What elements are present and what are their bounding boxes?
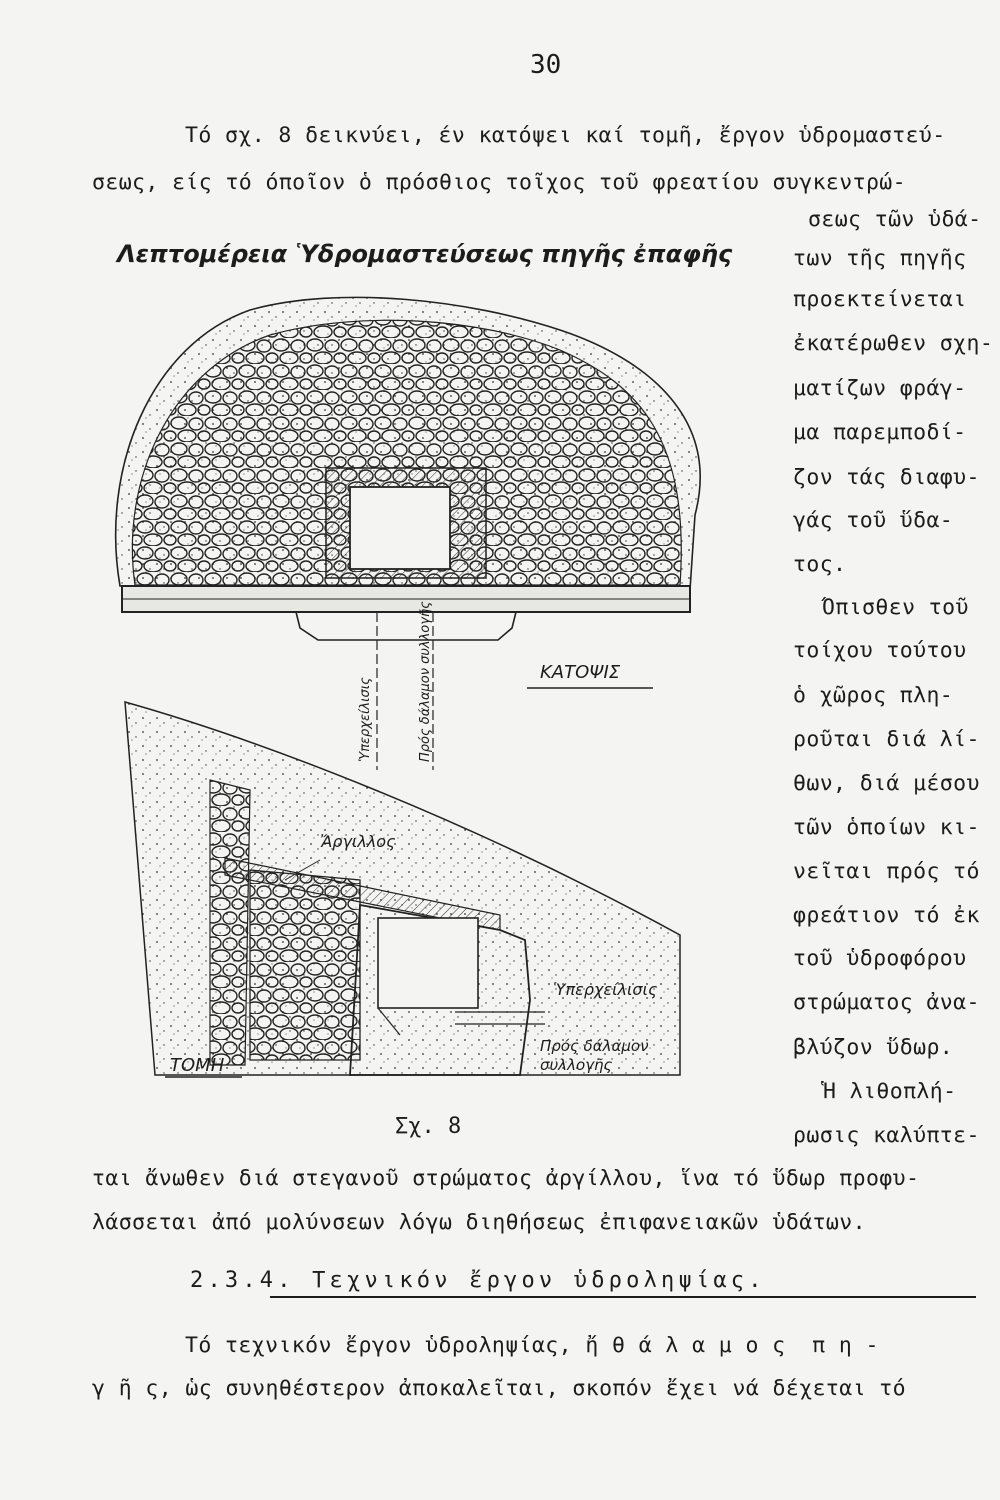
body-line: ται ἄνωθεν διά στεγανοῦ στρώματος ἀργίλλου, ἵνα τό ὕδωρ προφυ- xyxy=(92,1166,920,1191)
section-view xyxy=(125,702,680,1077)
body-line: στρώματος ἀνα- xyxy=(793,990,980,1015)
body-line: τος. xyxy=(793,552,847,577)
overflow-label-plan: Ὑπερχείλισις xyxy=(358,677,373,762)
body-line: Τό τεχνικόν ἔργον ὑδροληψίας, ἤ θ ά λ α μ ο ς π η - xyxy=(185,1333,879,1358)
body-line: γάς τοῦ ὕδα- xyxy=(793,508,954,533)
body-line: φρεάτιον τό ἐκ xyxy=(793,903,980,928)
body-line: ἐκατέρωθεν σχη- xyxy=(793,331,994,356)
body-line: τῶν ὁποίων κι- xyxy=(793,815,980,840)
figure-title: Λεπτομέρεια Ὑδρομαστεύσεως πηγῆς ἐπαφῆς xyxy=(117,240,733,268)
body-line: σεως τῶν ὑδά- xyxy=(808,207,982,232)
collection-label-section: Πρός δάλαμον συλλογῆς xyxy=(540,1037,649,1074)
section-label: ΤΟΜΗ xyxy=(170,1055,225,1076)
collection-label-plan: Πρός δάλαμον συλλογῆς xyxy=(418,601,433,762)
plan-view xyxy=(116,297,700,770)
body-line: σεως, είς τό όποῖον ὁ πρόσθιος τοῖχος τοῦ φρεατίου συγκεντρώ- xyxy=(92,170,906,195)
section-heading: 2.3.4. Τεχνικόν ἔργον ὑδροληψίας. xyxy=(190,1268,766,1293)
plan-label: ΚΑΤΟΨΙΣ xyxy=(540,662,621,683)
body-line: βλύζον ὕδωρ. xyxy=(793,1035,954,1060)
body-line: ρωσις καλύπτε- xyxy=(793,1123,980,1148)
body-line: Ἡ λιθοπλή- xyxy=(823,1079,957,1104)
body-line: Τό σχ. 8 δεικνύει, έν κατόψει καί τομῆ, ἔργον ὑδρομαστεύ- xyxy=(185,123,946,148)
section-heading-underline xyxy=(270,1296,976,1298)
body-line: των τῆς πηγῆς xyxy=(793,246,967,271)
body-line: γ ῆ ς, ὡς συνηθέστερον ἀποκαλεῖται, σκοπόν ἔχει νά δέχεται τό xyxy=(92,1376,906,1401)
body-line: προεκτείνεται xyxy=(793,287,967,312)
body-line: θων, διά μέσου xyxy=(793,771,980,796)
body-line: λάσσεται ἀπό μολύνσεων λόγω διηθήσεως ἐπιφανειακῶν ὑδάτων. xyxy=(92,1210,866,1235)
clay-label: Ἄργιλλος xyxy=(320,832,396,851)
body-line: νεῖται πρός τό xyxy=(793,859,980,884)
body-line: ροῦται διά λί- xyxy=(793,727,980,752)
figure-caption: Σχ. 8 xyxy=(395,1114,462,1139)
body-line: ζον τάς διαφυ- xyxy=(793,465,980,490)
body-line: ὁ χῶρος πλη- xyxy=(793,683,954,708)
body-line: ματίζων φράγ- xyxy=(793,376,967,401)
body-line: Όπισθεν τοῦ xyxy=(822,595,969,620)
body-line: μα παρεμποδί- xyxy=(793,420,967,445)
page-number: 30 xyxy=(530,50,562,80)
overflow-label-section: Ὑπερχείλισις xyxy=(553,980,658,999)
body-line: τοῦ ὑδροφόρου xyxy=(793,946,967,971)
body-line: τοίχου τούτου xyxy=(793,638,967,663)
